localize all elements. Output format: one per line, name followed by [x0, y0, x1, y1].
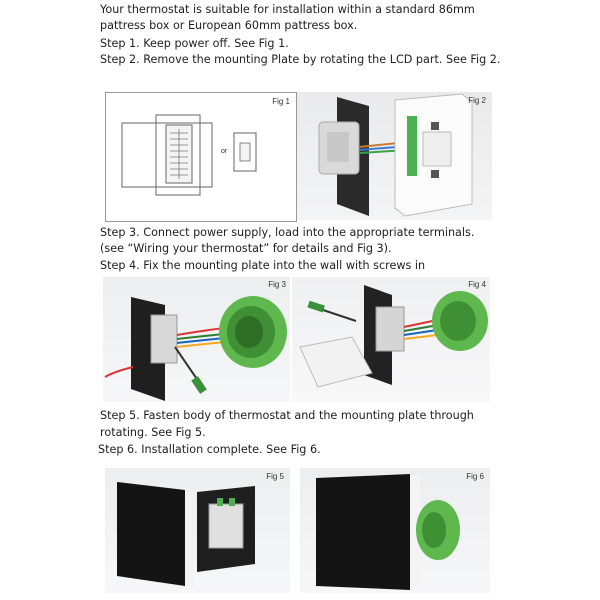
mounting-plate-removal-photo — [297, 92, 492, 220]
intro-line-1: Your thermostat is suitable for installation within a standard 86mm — [100, 3, 475, 16]
step-3-text: Step 3. Connect power supply, load into the appropriate terminals. — [100, 226, 475, 239]
or-label: or — [221, 148, 228, 155]
step-2-text: Step 2. Remove the mounting Plate by rotating the LCD part. See Fig 2. — [100, 53, 501, 66]
figure-6-label: Fig 6 — [466, 472, 484, 481]
step-3-note: (see “Wiring your thermostat” for details and Fig 3). — [100, 242, 392, 255]
step-5-continued: rotating. See Fig 5. — [100, 426, 206, 439]
figure-4-label: Fig 4 — [468, 280, 486, 289]
figure-5-panel — [105, 468, 290, 593]
step-5-text: Step 5. Fasten body of thermostat and the mounting plate through — [100, 409, 474, 422]
figure-3-panel — [103, 277, 290, 402]
figure-1-label: Fig 1 — [272, 97, 290, 106]
figure-1-panel — [105, 92, 297, 222]
screw-mounting-photo — [292, 277, 490, 402]
figure-6-panel — [300, 468, 490, 593]
figure-4-panel — [292, 277, 490, 402]
fasten-thermostat-photo — [105, 468, 290, 593]
figure-3-label: Fig 3 — [268, 280, 286, 289]
pattress-box-diagram — [106, 93, 296, 221]
figure-2-label: Fig 2 — [468, 96, 486, 105]
step-6-text: Step 6. Installation complete. See Fig 6. — [98, 443, 321, 456]
figure-2-panel — [297, 92, 492, 220]
installation-complete-photo — [300, 468, 490, 593]
step-1-text: Step 1. Keep power off. See Fig 1. — [100, 37, 289, 50]
wiring-connection-photo — [103, 277, 290, 402]
figure-5-label: Fig 5 — [266, 472, 284, 481]
step-4-text: Step 4. Fix the mounting plate into the wall with screws in — [100, 259, 426, 272]
intro-line-2: pattress box or European 60mm pattress box. — [100, 19, 358, 32]
